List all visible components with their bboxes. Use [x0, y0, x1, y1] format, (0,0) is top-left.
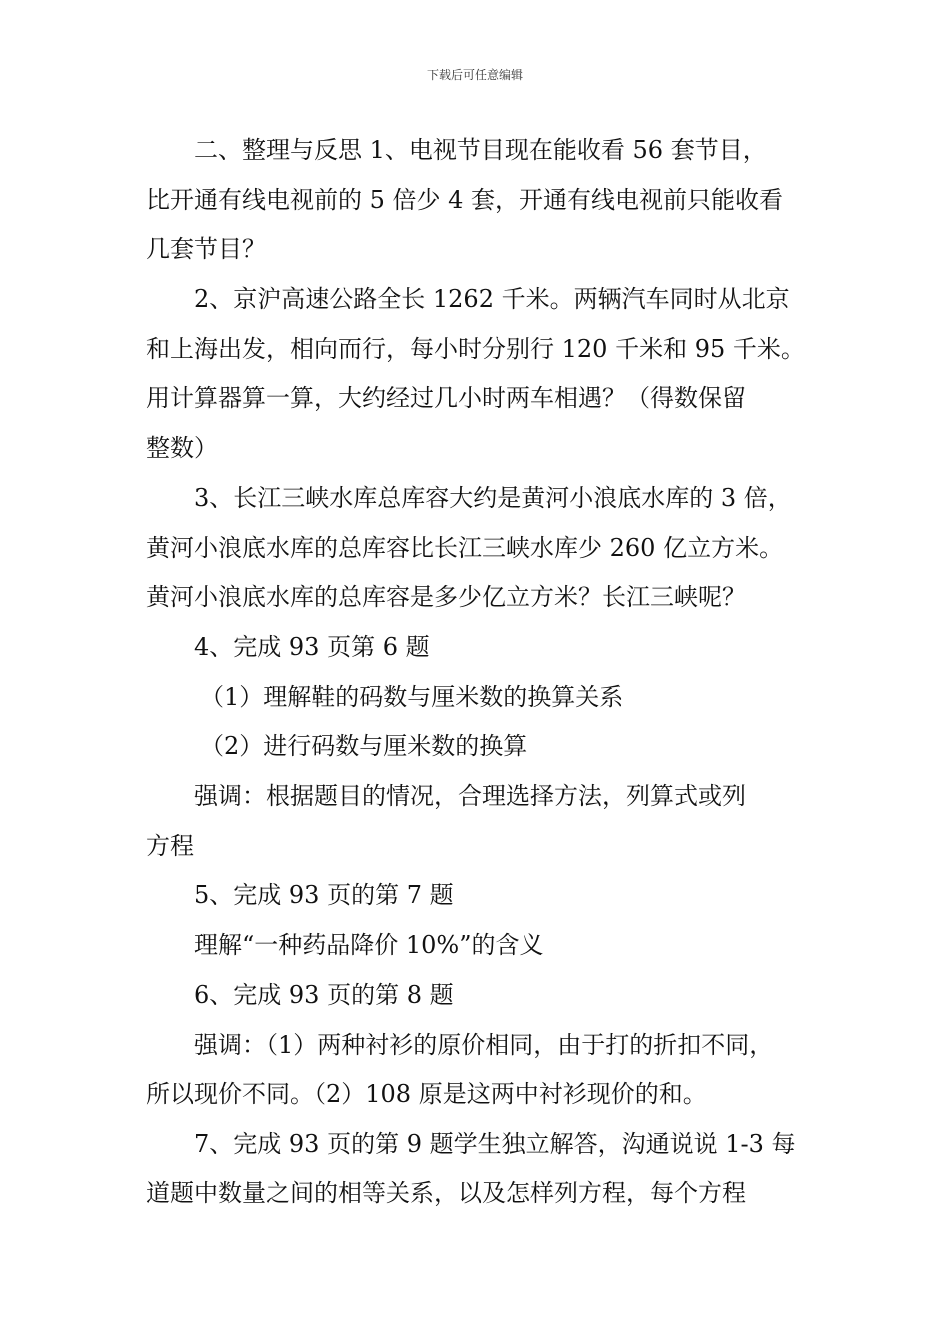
text-line: 2、京沪高速公路全长 1262 千米。两辆汽车同时从北京: [194, 285, 790, 313]
text-line: 强调：根据题目的情况，合理选择方法，列算式或列: [194, 782, 746, 810]
text-line: 用计算器算一算，大约经过几小时两车相遇？（得数保留: [146, 384, 746, 412]
text-line: 方程: [146, 832, 194, 860]
page-header: 下载后可任意编辑: [426, 68, 523, 82]
text-line: 7、完成 93 页的第 9 题学生独立解答，沟通说说 1-3 每: [194, 1130, 796, 1158]
text-line: 几套节目？: [146, 235, 266, 263]
text-line: 理解“一种药品降价 10%”的含义: [194, 931, 544, 959]
text-line: 道题中数量之间的相等关系，以及怎样列方程，每个方程: [146, 1179, 746, 1207]
text-line: （1）理解鞋的码数与厘米数的换算关系: [200, 683, 624, 711]
text-line: 黄河小浪底水库的总库容是多少亿立方米？长江三峡呢？: [146, 583, 746, 611]
text-line: 3、长江三峡水库总库容大约是黄河小浪底水库的 3 倍，: [194, 484, 792, 512]
text-line: （2）进行码数与厘米数的换算: [200, 732, 528, 760]
text-line: 强调：（1）两种衬衫的原价相同，由于打的折扣不同，: [194, 1031, 774, 1059]
text-line: 比开通有线电视前的 5 倍少 4 套，开通有线电视前只能收看: [146, 186, 784, 214]
text-line: 和上海出发，相向而行，每小时分别行 120 千米和 95 千米。: [146, 335, 805, 363]
text-line: 黄河小浪底水库的总库容比长江三峡水库少 260 亿立方米。: [146, 534, 784, 562]
text-line: 二、整理与反思 1、电视节目现在能收看 56 套节目，: [194, 136, 767, 164]
text-line: 5、完成 93 页的第 7 题: [194, 881, 454, 909]
text-line: 整数）: [146, 434, 218, 462]
text-line: 4、完成 93 页第 6 题: [194, 633, 430, 661]
text-line: 所以现价不同。（2）108 原是这两中衬衫现价的和。: [146, 1080, 707, 1108]
text-line: 6、完成 93 页的第 8 题: [194, 981, 454, 1009]
